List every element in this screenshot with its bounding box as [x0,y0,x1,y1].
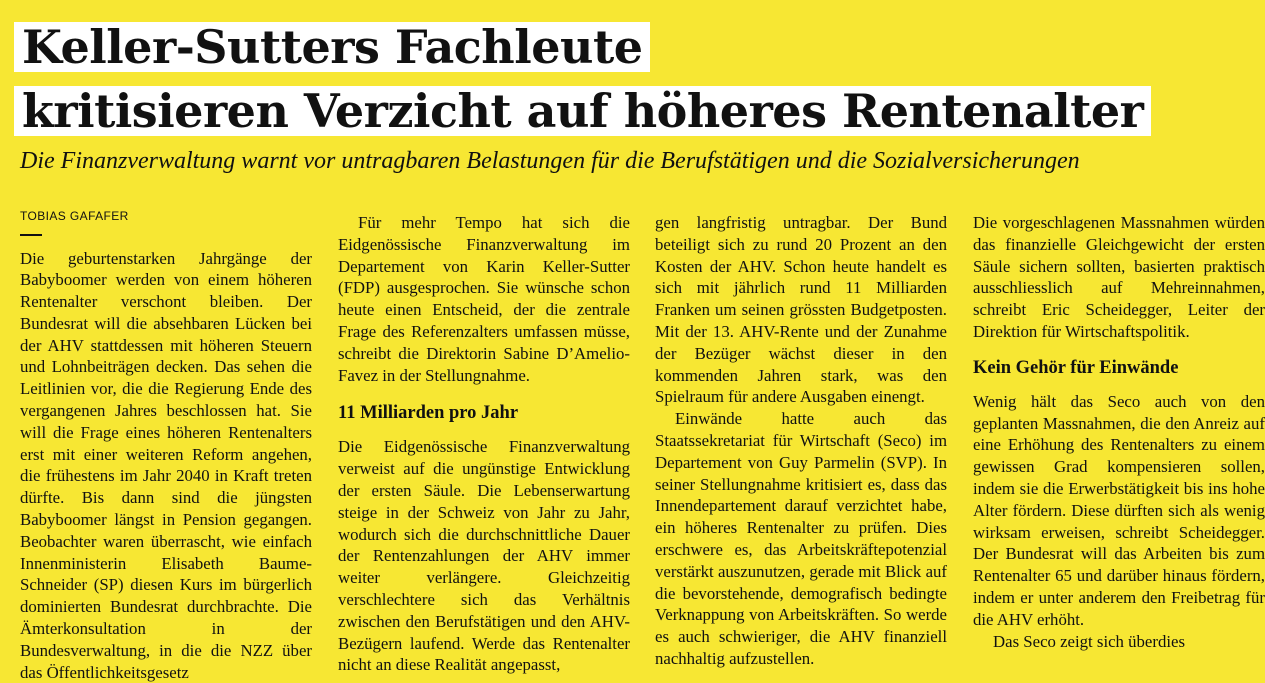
paragraph: Das Seco zeigt sich überdies [973,631,1265,653]
section-heading: 11 Milliarden pro Jahr [338,402,630,424]
headline-line-1: Keller-Sutters Fachleute [14,22,650,72]
paragraph: Die geburtenstarken Jahrgänge der Babyboomer werden von einem höheren Rentenalter verschont bleiben. Der Bundesrat will die absehbaren Lücken bei der AHV stattdessen mit höheren Steuern und Lohnbeiträgen decken. Das sehen die Leitlinien vor, die die Regierung Ende des vergangenen Jahres beschlossen hat. Sie will die Frage eines höheren Rentenalters erst mit einer weiteren Reform angehen, die frühestens im Jahr 2040 in Kraft treten dürfte. Bis dann sind die jüngsten Babyboomer längst in Pension gegangen. Beobachter waren überrascht, wie einfach Innenministerin Elisabeth Baume-Schneider (SP) diesen Kurs im bürgerlich dominierten Bundesrat durchbrachte. Die Ämterkonsultation in der Bundesverwaltung, in die die NZZ über das Öffentlichkeitsgesetz [20,248,312,683]
article-column-4 [973,212,1265,652]
section-heading: Kein Gehör für Einwände [973,357,1265,379]
paragraph: gen langfristig untragbar. Der Bund beteiligt sich zu rund 20 Prozent an den Kosten der AHV. Schon heute handelt es sich mit jährlich rund 11 Milliarden Franken um seinen grössten Budgetposten. Mit der 13. AHV-Rente und der Zunahme der Bezüger wächst dieser in den kommenden Jahren stark, was den Spielraum für andere Ausgaben einengt. [655,212,947,408]
paragraph: Die Eidgenössische Finanzverwaltung verweist auf die ungünstige Entwicklung der ersten Säule. Die Lebenserwartung steige in der Schweiz von Jahr zu Jahr, wodurch sich die durchschnittliche Dauer der Rentenzahlungen der AHV immer weiter verlängere. Gleichzeitig verschlechtere sich das Verhältnis zwischen den Berufstätigen und den AHV-Bezügern laufend. Werde das Rentenalter nicht an diese Realität angepasst, [338,436,630,676]
paragraph: Die vorgeschlagenen Massnahmen würden das finanzielle Gleichgewicht der ersten Säule sichern sollten, basierten praktisch ausschliesslich auf Mehreinnahmen, schreibt Eric Scheidegger, Leiter der Direktion für Wirtschaftspolitik. [973,212,1265,343]
paragraph: Einwände hatte auch das Staatssekretariat für Wirtschaft (Seco) im Departement von Guy Parmelin (SVP). In seiner Stellungnahme kritisiert es, dass das Innendepartement darauf verzichtet habe, ein höheres Rentenalter zu prüfen. Dies erschwere es, das Arbeitskräftepotenzial verstärkt auszunutzen, gerade mit Blick auf die bevorstehende, demografisch bedingte Verknappung von Arbeitskräften. So werde es auch schwieriger, die AHV finanziell nachhaltig aufzustellen. [655,408,947,670]
paragraph: Für mehr Tempo hat sich die Eidgenössische Finanzverwaltung im Departement von Karin Keller-Sutter (FDP) ausgesprochen. Sie wünsche schon heute einen Entscheid, der die zentrale Frage des Referenzalters umfassen müsse, schreibt die Direktorin Sabine D’Amelio-Favez in der Stellungnahme. [338,212,630,386]
article-column-3 [655,212,947,670]
paragraph: Wenig hält das Seco auch von den geplanten Massnahmen, die den Anreiz auf eine Erhöhung des Rentenalters zu einem gewissen Grad kompensieren sollen, indem sie die Erwerbstätigkeit bis ins hohe Alter fördern. Diese dürften sich als wenig wirksam erweisen, schreibt Scheidegger. Der Bundesrat will das Arbeiten bis zum Rentenalter 65 und darüber hinaus fördern, indem er unter anderem den Freibetrag für die AHV erhöht. [973,391,1265,631]
article-column-2 [338,212,630,676]
byline-rule [20,234,42,236]
article-column-1 [20,212,312,683]
subheadline: Die Finanzverwaltung warnt vor untragbaren Belastungen für die Berufstätigen und die Sozialversicherungen [20,148,1080,175]
headline-line-2: kritisieren Verzicht auf höheres Rentenalter [14,86,1151,136]
byline: TOBIAS GAFAFER [20,206,312,226]
